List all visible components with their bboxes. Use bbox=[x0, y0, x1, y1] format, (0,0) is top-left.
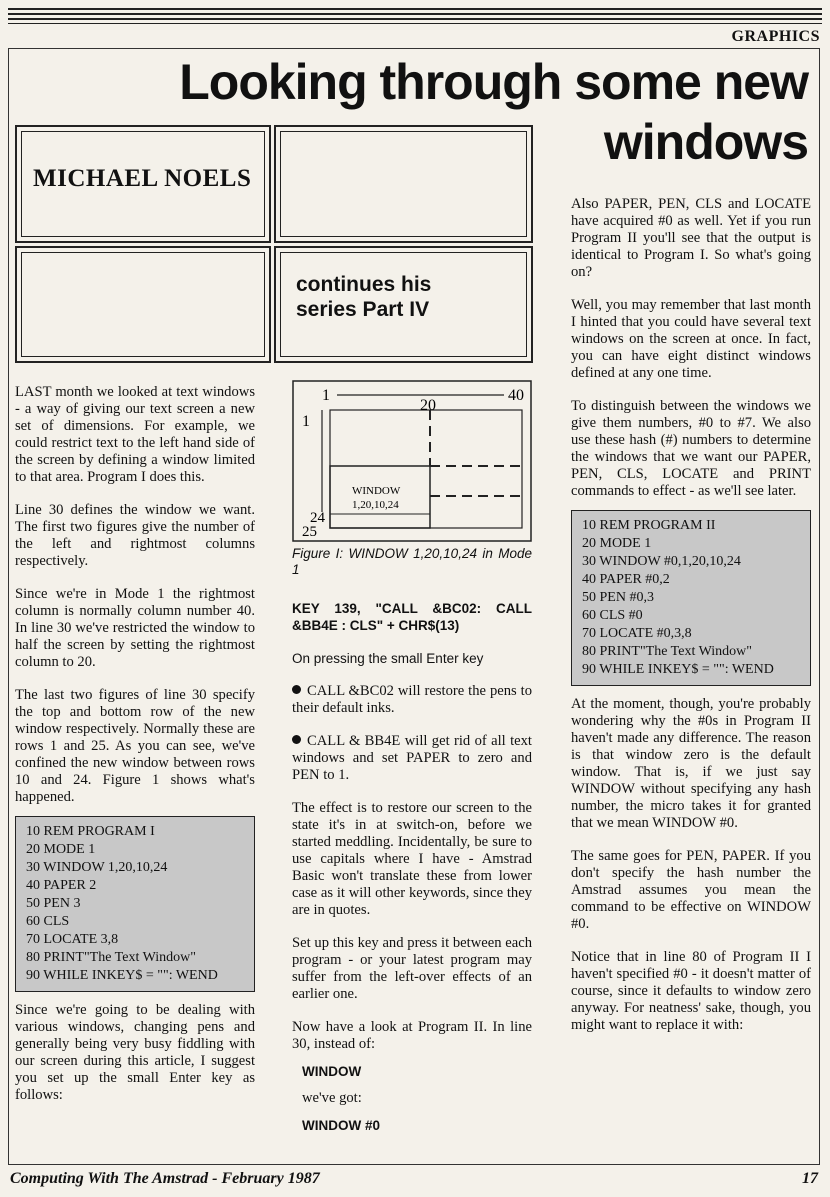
col3-paragraph-4: At the moment, though, you're probably wondering why the #0s in Program II haven't made any difference. The reason is that window zero is the default window. That is, if we just say WINDOW without specifying any hash number, the micro takes it for granted that we mean WINDOW #0. bbox=[571, 696, 811, 831]
title-line-2: windows bbox=[603, 114, 808, 170]
title-line-1: Looking through some new bbox=[179, 54, 808, 110]
program-1-line: 80 PRINT"The Text Window" bbox=[26, 950, 196, 965]
byline-box-empty bbox=[15, 246, 271, 363]
program-1-line: 40 PAPER 2 bbox=[26, 878, 97, 893]
col1-paragraph-1: LAST month we looked at text windows - a way of giving our text screen a new set of dimensions. For example, we could restrict text to the left hand side of the screen by defining a window limited to that area. Program I does this. bbox=[15, 384, 255, 485]
program-1-line: 90 WHILE INKEY$ = "": WEND bbox=[26, 968, 218, 983]
bullet-2-text: CALL & BB4E will get rid of all text windows and set PAPER to zero and PEN to 1. bbox=[292, 733, 532, 783]
program-1-line: 60 CLS bbox=[26, 914, 70, 929]
byline-box-author bbox=[15, 125, 271, 243]
col1-paragraph-5: Since we're going to be dealing with various windows, changing pens and generally being very busy fiddling with our screen during this article, I suggest you set up the small Enter key as follows: bbox=[15, 1002, 255, 1103]
program-2-line: 10 REM PROGRAM II bbox=[582, 518, 716, 533]
program-2-line: 60 CLS #0 bbox=[582, 608, 643, 623]
byline-box-blank bbox=[274, 125, 533, 243]
bullet-icon bbox=[292, 735, 301, 744]
program-2-line: 30 WINDOW #0,1,20,10,24 bbox=[582, 554, 741, 569]
program-1-line: 10 REM PROGRAM I bbox=[26, 824, 155, 839]
figure-window-label: WINDOW bbox=[352, 485, 401, 497]
figure-caption: Figure I: WINDOW 1,20,10,24 in Mode 1 bbox=[292, 546, 532, 577]
header-rule-1 bbox=[8, 8, 822, 10]
figure-window-coords: 1,20,10,24 bbox=[352, 499, 399, 511]
key-definition: KEY 139, "CALL &BC02: CALL &BB4E : CLS" + CHR$(13) bbox=[292, 601, 532, 633]
magazine-footer: Computing With The Amstrad - February 1987 bbox=[10, 1170, 320, 1187]
program-2-line: 50 PEN #0,3 bbox=[582, 590, 654, 605]
header-rule-3 bbox=[8, 18, 822, 20]
figure-label-row-25: 25 bbox=[302, 524, 317, 540]
series-text bbox=[296, 272, 431, 322]
bullet-icon bbox=[292, 685, 301, 694]
col2-paragraph-2: The effect is to restore our screen to the state it's in at switch-on, before we started meddling. Incidentally, be sure to use capitals where I have - Amstrad Basic won't translate these from lower case as it will other keywords, since they are in quotes. bbox=[292, 800, 532, 918]
page-number: 17 bbox=[802, 1170, 818, 1187]
program-1-line: 70 LOCATE 3,8 bbox=[26, 932, 119, 947]
figure-1-diagram bbox=[292, 380, 532, 542]
series-line-1: continues his bbox=[296, 273, 432, 296]
byline-box-series bbox=[274, 246, 533, 363]
header-rule-2 bbox=[8, 13, 822, 15]
col2-paragraph-5: we've got: bbox=[302, 1090, 362, 1106]
col2-bullet-1 bbox=[292, 683, 532, 717]
program-2-line: 70 LOCATE #0,3,8 bbox=[582, 626, 692, 641]
program-2-line: 80 PRINT"The Text Window" bbox=[582, 644, 752, 659]
program-1-line: 30 WINDOW 1,20,10,24 bbox=[26, 860, 168, 875]
section-label: GRAPHICS bbox=[731, 28, 820, 45]
col1-paragraph-2: Line 30 defines the window we want. The first two figures give the number of the left and rightmost columns respectively. bbox=[15, 502, 255, 569]
header-rule-4 bbox=[8, 23, 822, 24]
figure-label-col-20: 20 bbox=[420, 397, 436, 414]
column-3 bbox=[571, 196, 811, 1050]
program-2-listing bbox=[571, 510, 811, 686]
col3-paragraph-2: Well, you may remember that last month I hinted that you could have several text windows on the screen at once. In fact, you can have eight distinct windows defined at any one time. bbox=[571, 297, 811, 381]
figure-label-col-40: 40 bbox=[508, 387, 524, 404]
author-name: MICHAEL NOELS bbox=[33, 165, 252, 192]
col2-paragraph-1: On pressing the small Enter key bbox=[292, 651, 484, 666]
figure-label-row-1: 1 bbox=[302, 413, 310, 430]
col3-paragraph-6: Notice that in line 80 of Program II I haven't specified #0 - it doesn't matter of course, since it defaults to window zero anyway. For neatness' sake, though, you might want to replace it with: bbox=[571, 949, 811, 1033]
program-1-line: 50 PEN 3 bbox=[26, 896, 81, 911]
program-1-listing bbox=[15, 816, 255, 992]
bullet-1-text: CALL &BC02 will restore the pens to their default inks. bbox=[292, 683, 532, 716]
col1-paragraph-3: Since we're in Mode 1 the rightmost column is normally column number 40. In line 30 we've restricted the window to half the screen by setting the rightmost column to 20. bbox=[15, 586, 255, 670]
column-1 bbox=[15, 384, 255, 1120]
program-2-line: 20 MODE 1 bbox=[582, 536, 652, 551]
program-2-line: 90 WHILE INKEY$ = "": WEND bbox=[582, 662, 774, 677]
figure-label-row-24: 24 bbox=[310, 510, 325, 526]
col3-paragraph-5: The same goes for PEN, PAPER. If you don't specify the hash number the Amstrad assumes you mean the command to be effective on WINDOW #0. bbox=[571, 848, 811, 932]
col2-paragraph-3: Set up this key and press it between each program - or your latest program may suffer from the left-over effects of an earlier one. bbox=[292, 935, 532, 1002]
figure-label-col-1: 1 bbox=[322, 387, 330, 404]
col2-paragraph-4: Now have a look at Program II. In line 30, instead of: bbox=[292, 1019, 532, 1052]
col3-paragraph-1: Also PAPER, PEN, CLS and LOCATE have acquired #0 as well. Yet if you run Program II you'll see that the output is identical to Program I. So what's going on? bbox=[571, 196, 811, 280]
program-1-line: 20 MODE 1 bbox=[26, 842, 96, 857]
col2-bullet-2 bbox=[292, 733, 532, 784]
col3-paragraph-3: To distinguish between the windows we give them numbers, #0 to #7. We also use these hash (#) numbers to determine the windows that we want our PAPER, PEN, CLS, LOCATE and PRINT commands to effect - as we'll see later. bbox=[571, 398, 811, 499]
program-2-line: 40 PAPER #0,2 bbox=[582, 572, 670, 587]
col1-paragraph-4: The last two figures of line 30 specify the top and bottom row of the new window respectively. Normally these are rows 1 and 25. As you can see, we've confined the new window between rows 10 and 24. Figure 1 shows what's happened. bbox=[15, 687, 255, 805]
code-window-0: WINDOW #0 bbox=[302, 1118, 381, 1133]
code-window: WINDOW bbox=[302, 1064, 362, 1079]
series-line-2: series Part IV bbox=[296, 298, 430, 321]
column-2 bbox=[292, 380, 532, 1150]
